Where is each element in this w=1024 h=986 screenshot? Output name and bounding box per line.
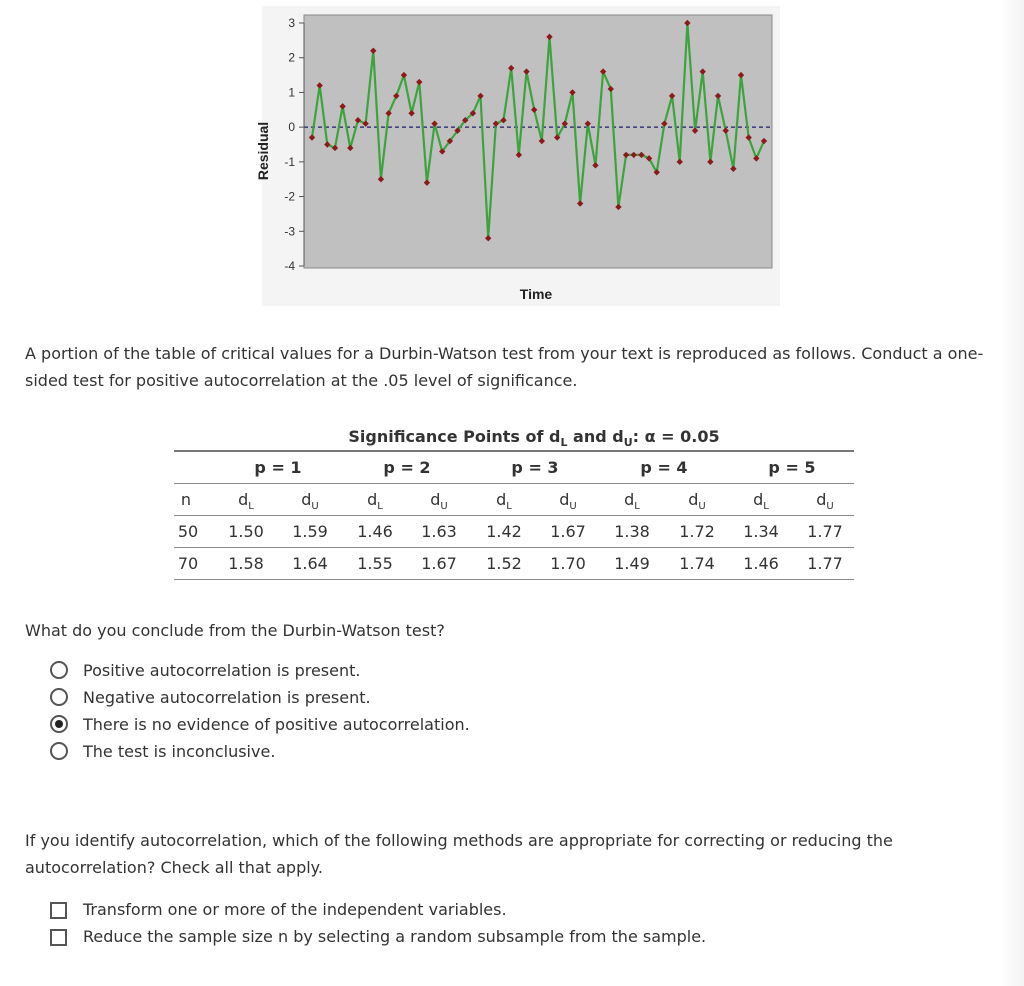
x-axis-label: Time <box>519 286 553 302</box>
checkbox[interactable] <box>50 902 67 919</box>
group-header: p = 2 <box>383 458 431 477</box>
option-label: Negative autocorrelation is present. <box>83 688 371 707</box>
table-cell: 1.46 <box>743 554 779 573</box>
group-header: p = 3 <box>511 458 559 477</box>
table-cell: 1.67 <box>550 522 586 541</box>
y-tick-label: 1 <box>288 85 295 100</box>
table-cell: 1.42 <box>486 522 522 541</box>
option-label: There is no evidence of positive autocorrelation. <box>83 715 470 734</box>
table-cell: 1.58 <box>228 554 264 573</box>
table-cell: 1.77 <box>807 554 843 573</box>
dw-question: What do you conclude from the Durbin-Watson test? <box>25 621 445 640</box>
option-label: Positive autocorrelation is present. <box>83 661 361 680</box>
dl-symbol: $d_L$ <box>624 490 640 513</box>
y-tick-label: -1 <box>284 154 295 169</box>
option-label: Transform one or more of the independent variables. <box>83 900 507 919</box>
table-cell: 1.46 <box>357 522 393 541</box>
table-title: Significance Points of $d_L$ and $d_U$: α = 0.05 <box>348 427 720 450</box>
intro-paragraph: A portion of the table of critical values for a Durbin-Watson test from your text is reproduced as follows. Conduct a one-sided test for positive autocorrelation at the .05 level of significance. <box>25 344 984 390</box>
y-tick-label: -2 <box>284 189 295 204</box>
n-value: 50 <box>177 522 199 541</box>
n-value: 70 <box>177 554 199 573</box>
table-cell: 1.55 <box>357 554 393 573</box>
table-row <box>174 516 854 547</box>
table-cell: 1.49 <box>614 554 650 573</box>
table-cell: 1.52 <box>486 554 522 573</box>
du-symbol: $d_U$ <box>688 490 706 513</box>
table-cell: 1.72 <box>679 522 715 541</box>
table-cell: 1.59 <box>292 522 328 541</box>
checkbox[interactable] <box>50 929 67 946</box>
table-cell: 1.70 <box>550 554 586 573</box>
page-edge-shade <box>1000 0 1024 986</box>
du-symbol: $d_U$ <box>430 490 448 513</box>
n-header: n <box>180 490 192 509</box>
group-header: p = 1 <box>254 458 302 477</box>
dl-symbol: $d_L$ <box>238 490 254 513</box>
du-symbol: $d_U$ <box>301 490 319 513</box>
option-label: Reduce the sample size n by selecting a random subsample from the sample. <box>83 927 707 946</box>
table-cell: 1.64 <box>292 554 328 573</box>
residual-chart <box>240 6 780 308</box>
radio-button[interactable] <box>50 661 68 679</box>
option-label: The test is inconclusive. <box>83 742 276 761</box>
y-tick-label: -3 <box>284 224 295 239</box>
table-cell: 1.67 <box>421 554 457 573</box>
table-cell: 1.77 <box>807 522 843 541</box>
table-cell: 1.74 <box>679 554 715 573</box>
table-symbol-header-row <box>174 484 854 515</box>
durbin-watson-table <box>174 424 854 580</box>
table-cell: 1.38 <box>614 522 650 541</box>
radio-button-selected[interactable] <box>50 715 68 733</box>
group-header: p = 5 <box>768 458 816 477</box>
autocorrelation-question: If you identify autocorrelation, which of the following methods are appropriate for correcting or reducing the autocorrelation? Check all that apply. <box>25 831 893 877</box>
dl-symbol: $d_L$ <box>367 490 383 513</box>
du-symbol: $d_U$ <box>559 490 577 513</box>
y-tick-label: 0 <box>288 120 295 135</box>
table-cell: 1.63 <box>421 522 457 541</box>
radio-button[interactable] <box>50 742 68 760</box>
table-cell: 1.50 <box>228 522 264 541</box>
table-cell: 1.34 <box>743 522 779 541</box>
y-tick-label: -4 <box>284 259 295 273</box>
group-header: p = 4 <box>640 458 688 477</box>
y-tick-label: 3 <box>288 16 295 30</box>
table-row <box>174 548 854 579</box>
dl-symbol: $d_L$ <box>496 490 512 513</box>
du-symbol: $d_U$ <box>816 490 834 513</box>
y-tick-label: 2 <box>288 50 295 65</box>
y-axis-label: Residual <box>255 121 271 181</box>
radio-button[interactable] <box>50 688 68 706</box>
table-group-header-row <box>174 452 854 483</box>
plot-area <box>304 15 772 268</box>
dl-symbol: $d_L$ <box>753 490 769 513</box>
